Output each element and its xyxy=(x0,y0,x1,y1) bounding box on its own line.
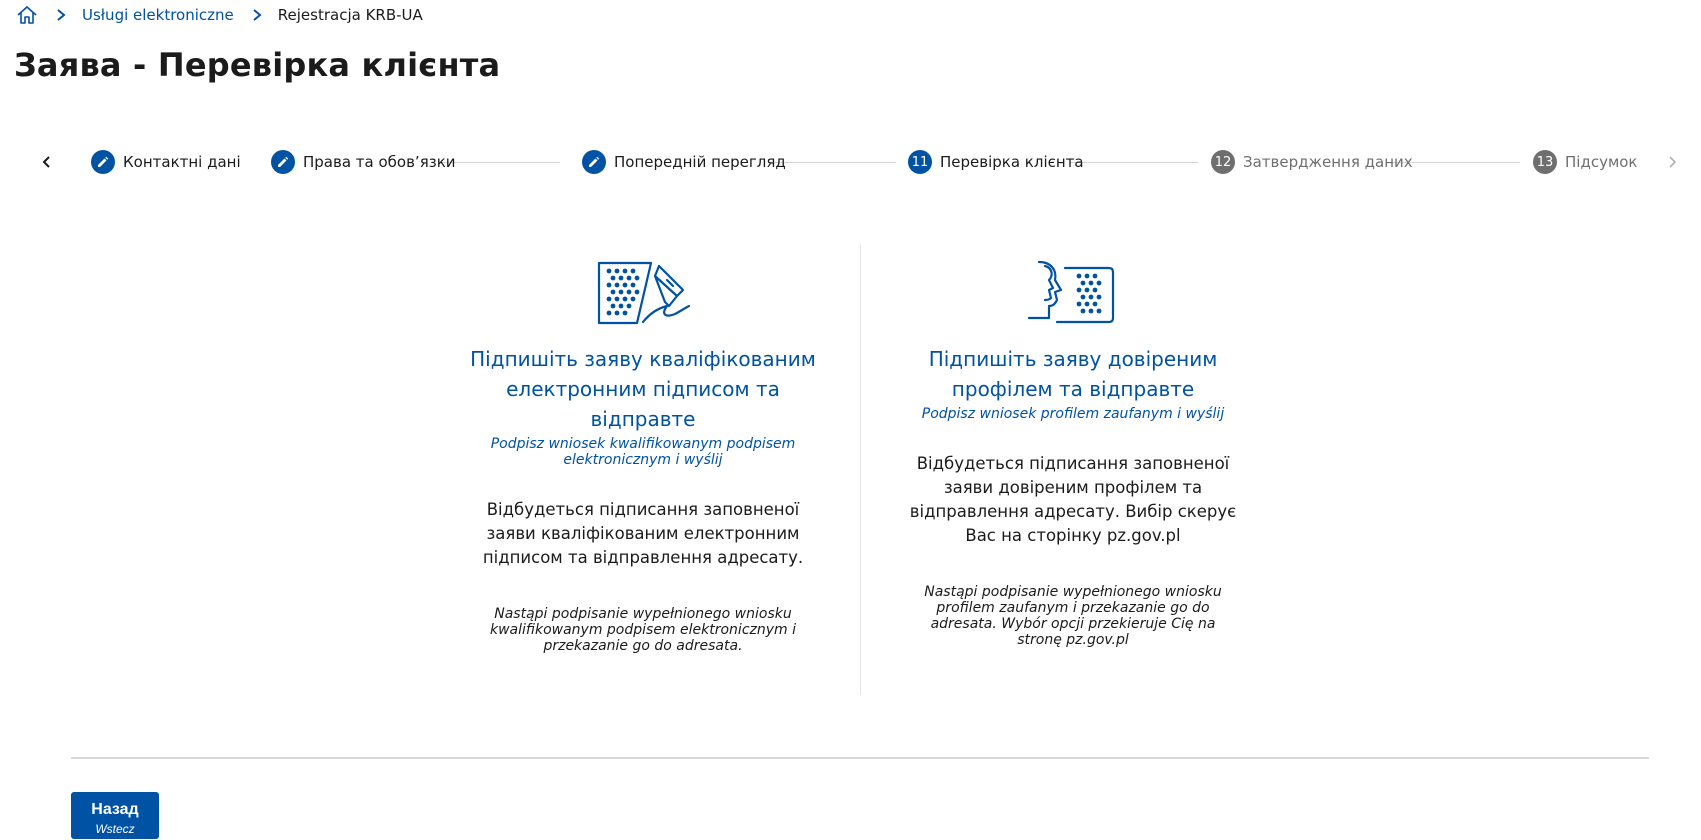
options-divider xyxy=(860,245,861,695)
qualified-signature-option[interactable] xyxy=(463,260,823,654)
option-description: Відбудеться підписання заповненої заяви довіреним профілем та відправлення адресату. Вибір скерує Вас на сторінку pz.gov.pl xyxy=(909,454,1237,545)
breadcrumb-link-services[interactable]: Usługi elektroniczne xyxy=(82,6,234,24)
step-summary xyxy=(1533,150,1638,174)
breadcrumb-current: Rejestracja KRB-UA xyxy=(277,6,423,24)
option-subtitle: Podpisz wniosek kwalifikowanym podpisem elektronicznym i wyślij xyxy=(490,436,796,468)
chevron-right-icon[interactable] xyxy=(1660,150,1684,174)
back-button-sublabel: Wstecz xyxy=(95,822,135,836)
pencil-icon xyxy=(582,150,606,174)
home-icon[interactable] xyxy=(16,4,38,26)
step-connector xyxy=(768,162,896,163)
trusted-profile-icon xyxy=(1023,260,1123,326)
step-rights-obligations[interactable] xyxy=(271,150,456,174)
breadcrumb xyxy=(16,2,423,28)
chevron-right-icon xyxy=(54,8,68,22)
stepper xyxy=(0,144,1701,180)
step-label: Контактні дані xyxy=(123,153,241,171)
back-button-label: Назад xyxy=(91,801,139,818)
step-contact-data[interactable] xyxy=(91,150,241,174)
pencil-icon xyxy=(271,150,295,174)
step-number: 13 xyxy=(1533,150,1557,174)
back-button[interactable] xyxy=(71,792,159,839)
chevron-left-icon[interactable] xyxy=(35,150,59,174)
step-number: 12 xyxy=(1211,150,1235,174)
step-label: Права та обов’язки xyxy=(303,153,456,171)
option-description-pl: Nastąpi podpisanie wypełnionego wniosku profilem zaufanym i przekazanie go do adresata. Wybór opcji przekieruje Cię na stronę pz.gov.pl xyxy=(924,584,1222,648)
qualified-signature-icon xyxy=(593,260,693,326)
step-label: Затвердження даних xyxy=(1243,153,1413,171)
step-connector xyxy=(440,162,560,163)
footer-divider xyxy=(71,757,1649,759)
step-data-approval xyxy=(1211,150,1413,174)
page-title: Заява - Перевірка клієнта xyxy=(14,46,501,84)
step-label: Перевірка клієнта xyxy=(940,153,1084,171)
step-connector xyxy=(1070,162,1198,163)
signing-options xyxy=(430,245,1290,695)
option-title: Підпишіть заяву довіреним профілем та відправте xyxy=(928,347,1218,401)
step-label: Попередній перегляд xyxy=(614,153,786,171)
step-preview[interactable] xyxy=(582,150,786,174)
step-number: 11 xyxy=(908,150,932,174)
step-client-verification xyxy=(908,150,1084,174)
chevron-right-icon xyxy=(250,8,264,22)
trusted-profile-option[interactable] xyxy=(893,260,1253,648)
option-description-pl: Nastąpi podpisanie wypełnionego wniosku kwalifikowanym podpisem elektronicznym i przekazanie go do adresata. xyxy=(490,606,796,654)
step-label: Підсумок xyxy=(1565,153,1638,171)
pencil-icon xyxy=(91,150,115,174)
option-title: Підпишіть заяву кваліфікованим електронним підписом та відправте xyxy=(470,347,816,431)
option-subtitle: Podpisz wniosek profilem zaufanym i wyślij xyxy=(921,406,1225,422)
option-description: Відбудеться підписання заповненої заяви кваліфікованим електронним підписом та відправлення адресату. xyxy=(482,500,804,567)
